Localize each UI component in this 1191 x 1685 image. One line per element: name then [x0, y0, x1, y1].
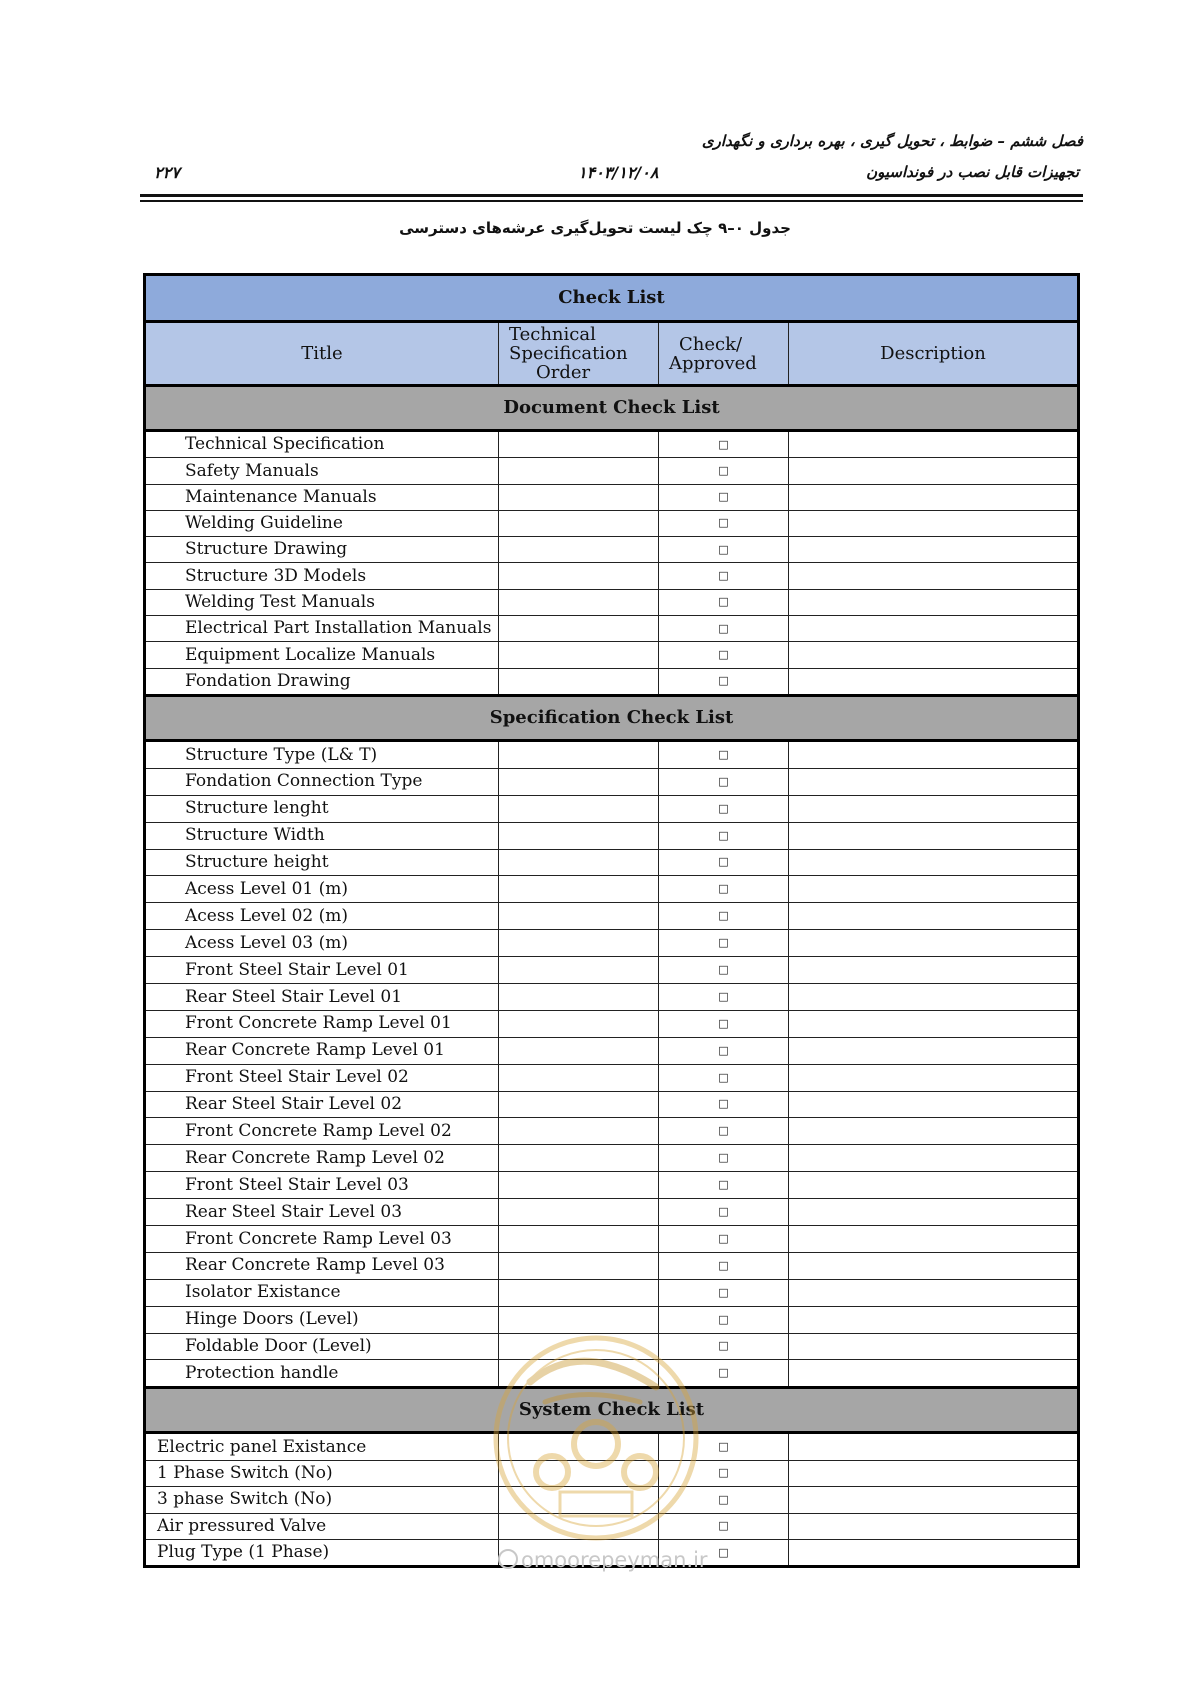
description-cell[interactable]	[789, 1306, 1079, 1333]
checklist-row	[145, 1010, 1079, 1037]
checklist-row	[145, 589, 1079, 615]
item-title: Structure Type (L& T)	[145, 740, 499, 768]
description-cell[interactable]	[789, 1010, 1079, 1037]
checklist-row	[145, 563, 1079, 589]
technical-spec-cell[interactable]	[499, 589, 659, 615]
description-cell[interactable]	[789, 1460, 1079, 1486]
approved-checkbox[interactable]: □	[659, 1513, 789, 1539]
approved-checkbox[interactable]: □	[659, 616, 789, 642]
approved-checkbox[interactable]: □	[659, 537, 789, 563]
approved-checkbox[interactable]: □	[659, 876, 789, 903]
approved-checkbox[interactable]: □	[659, 1010, 789, 1037]
description-cell[interactable]	[789, 1279, 1079, 1306]
description-cell[interactable]	[789, 563, 1079, 589]
approved-checkbox[interactable]: □	[659, 510, 789, 536]
item-title: Foldable Door (Level)	[145, 1333, 499, 1360]
description-cell[interactable]	[789, 930, 1079, 957]
checklist-row	[145, 768, 1079, 795]
watermark-text: omoorepeyman.ir	[521, 1548, 708, 1572]
column-header-technical-line: Specification	[509, 343, 628, 364]
technical-spec-cell[interactable]	[499, 484, 659, 510]
checklist-row	[145, 537, 1079, 563]
description-cell[interactable]	[789, 1199, 1079, 1226]
approved-checkbox[interactable]: □	[659, 1306, 789, 1333]
checklist-row	[145, 458, 1079, 484]
technical-spec-cell[interactable]	[499, 1460, 659, 1486]
item-title: Electric panel Existance	[145, 1433, 499, 1460]
technical-spec-cell[interactable]	[499, 1145, 659, 1172]
item-title: Maintenance Manuals	[145, 484, 499, 510]
item-title: Rear Steel Stair Level 03	[145, 1199, 499, 1226]
book-title: تجهیزات قابل نصب در فونداسیون	[866, 163, 1079, 181]
technical-spec-cell[interactable]	[499, 1487, 659, 1513]
section-title: Specification Check List	[145, 695, 1079, 740]
approved-checkbox[interactable]: □	[659, 1252, 789, 1279]
item-title: Plug Type (1 Phase)	[145, 1539, 499, 1566]
technical-spec-cell[interactable]	[499, 768, 659, 795]
technical-spec-cell[interactable]	[499, 983, 659, 1010]
column-header-title: Title	[145, 322, 499, 386]
technical-spec-cell[interactable]	[499, 1306, 659, 1333]
technical-spec-cell[interactable]	[499, 1118, 659, 1145]
checklist-row	[145, 431, 1079, 458]
item-title: Front Concrete Ramp Level 02	[145, 1118, 499, 1145]
item-title: Rear Concrete Ramp Level 01	[145, 1037, 499, 1064]
technical-spec-cell[interactable]	[499, 537, 659, 563]
technical-spec-cell[interactable]	[499, 616, 659, 642]
checklist-row	[145, 1037, 1079, 1064]
technical-spec-cell[interactable]	[499, 957, 659, 984]
item-title: Front Steel Stair Level 03	[145, 1172, 499, 1199]
description-cell[interactable]	[789, 458, 1079, 484]
chapter-title: فصل ششم – ضوابط ، تحویل گیری ، بهره برداری و نگهداری	[701, 132, 1083, 150]
checklist-row	[145, 983, 1079, 1010]
technical-spec-cell[interactable]	[499, 563, 659, 589]
checklist-row	[145, 1433, 1079, 1460]
document-date: ۱۴۰۳/۱۲/۰۸	[578, 163, 659, 182]
description-cell[interactable]	[789, 983, 1079, 1010]
approved-checkbox[interactable]: □	[659, 563, 789, 589]
approved-checkbox[interactable]: □	[659, 1064, 789, 1091]
approved-checkbox[interactable]: □	[659, 903, 789, 930]
technical-spec-cell[interactable]	[499, 1279, 659, 1306]
description-cell[interactable]	[789, 1487, 1079, 1513]
checklist-row	[145, 1172, 1079, 1199]
approved-checkbox[interactable]: □	[659, 930, 789, 957]
item-title: 3 phase Switch (No)	[145, 1487, 499, 1513]
description-cell[interactable]	[789, 1252, 1079, 1279]
item-title: Safety Manuals	[145, 458, 499, 484]
checklist-row	[145, 849, 1079, 876]
item-title: Welding Guideline	[145, 510, 499, 536]
checklist-row	[145, 1091, 1079, 1118]
checklist-row	[145, 1118, 1079, 1145]
item-title: Structure Drawing	[145, 537, 499, 563]
globe-icon	[498, 1549, 518, 1569]
checklist-row	[145, 930, 1079, 957]
item-title: Equipment Localize Manuals	[145, 642, 499, 668]
description-cell[interactable]	[789, 1360, 1079, 1388]
description-cell[interactable]	[789, 1145, 1079, 1172]
checklist-row	[145, 1513, 1079, 1539]
checklist-row	[145, 1460, 1079, 1486]
technical-spec-cell[interactable]	[499, 1333, 659, 1360]
approved-checkbox[interactable]: □	[659, 849, 789, 876]
technical-spec-cell[interactable]	[499, 458, 659, 484]
item-title: Front Steel Stair Level 01	[145, 957, 499, 984]
checklist-row	[145, 876, 1079, 903]
description-cell[interactable]	[789, 668, 1079, 695]
checklist-row	[145, 1360, 1079, 1388]
approved-checkbox[interactable]: □	[659, 1539, 789, 1566]
table-title: Check List	[145, 275, 1079, 322]
technical-spec-cell[interactable]	[499, 876, 659, 903]
checklist-row	[145, 822, 1079, 849]
approved-checkbox[interactable]: □	[659, 668, 789, 695]
header-rule-thick	[140, 194, 1083, 197]
item-title: Isolator Existance	[145, 1279, 499, 1306]
watermark	[498, 1548, 708, 1572]
description-cell[interactable]	[789, 510, 1079, 536]
approved-checkbox[interactable]: □	[659, 983, 789, 1010]
header-rule-thin	[140, 200, 1083, 202]
section-row	[145, 695, 1079, 740]
description-cell[interactable]	[789, 589, 1079, 615]
checklist-row	[145, 1252, 1079, 1279]
technical-spec-cell[interactable]	[499, 1010, 659, 1037]
checklist-row	[145, 668, 1079, 695]
item-title: Front Steel Stair Level 02	[145, 1064, 499, 1091]
item-title: Hinge Doors (Level)	[145, 1306, 499, 1333]
item-title: Rear Steel Stair Level 02	[145, 1091, 499, 1118]
technical-spec-cell[interactable]	[499, 930, 659, 957]
checklist-row	[145, 1306, 1079, 1333]
item-title: Welding Test Manuals	[145, 589, 499, 615]
approved-checkbox[interactable]: □	[659, 458, 789, 484]
technical-spec-cell[interactable]	[499, 1064, 659, 1091]
checklist-row	[145, 616, 1079, 642]
description-cell[interactable]	[789, 1333, 1079, 1360]
item-title: Structure height	[145, 849, 499, 876]
approved-checkbox[interactable]: □	[659, 1037, 789, 1064]
table-title-row	[145, 275, 1079, 322]
description-cell[interactable]	[789, 740, 1079, 768]
description-cell[interactable]	[789, 642, 1079, 668]
approved-checkbox[interactable]: □	[659, 1172, 789, 1199]
approved-checkbox[interactable]: □	[659, 795, 789, 822]
section-row	[145, 1388, 1079, 1433]
technical-spec-cell[interactable]	[499, 1037, 659, 1064]
technical-spec-cell[interactable]	[499, 431, 659, 458]
description-cell[interactable]	[789, 1118, 1079, 1145]
technical-spec-cell[interactable]	[499, 1199, 659, 1226]
item-title: Acess Level 02 (m)	[145, 903, 499, 930]
description-cell[interactable]	[789, 876, 1079, 903]
item-title: Electrical Part Installation Manuals	[145, 616, 499, 642]
technical-spec-cell[interactable]	[499, 1513, 659, 1539]
description-cell[interactable]	[789, 768, 1079, 795]
checklist-row	[145, 484, 1079, 510]
description-cell[interactable]	[789, 1037, 1079, 1064]
column-header-check-line: Check/	[679, 333, 743, 355]
item-title: Technical Specification	[145, 431, 499, 458]
approved-checkbox[interactable]: □	[659, 1360, 789, 1388]
checklist-row	[145, 1487, 1079, 1513]
technical-spec-cell[interactable]	[499, 1226, 659, 1253]
approved-checkbox[interactable]: □	[659, 1199, 789, 1226]
technical-spec-cell[interactable]	[499, 1091, 659, 1118]
technical-spec-cell[interactable]	[499, 1252, 659, 1279]
column-header-technical-line: Order	[536, 362, 591, 383]
approved-checkbox[interactable]: □	[659, 1226, 789, 1253]
technical-spec-cell[interactable]	[499, 795, 659, 822]
table-caption: جدول ۰–۹ چک لیست تحویل‌گیری عرشه‌های دسترسی	[399, 219, 791, 237]
description-cell[interactable]	[789, 1226, 1079, 1253]
technical-spec-cell[interactable]	[499, 1360, 659, 1388]
column-header-technical-line: Technical	[509, 324, 596, 345]
section-row	[145, 386, 1079, 431]
approved-checkbox[interactable]: □	[659, 957, 789, 984]
item-title: Air pressured Valve	[145, 1513, 499, 1539]
approved-checkbox[interactable]: □	[659, 1091, 789, 1118]
checklist-row	[145, 795, 1079, 822]
description-cell[interactable]	[789, 903, 1079, 930]
item-title: Acess Level 01 (m)	[145, 876, 499, 903]
approved-checkbox[interactable]: □	[659, 1118, 789, 1145]
description-cell[interactable]	[789, 484, 1079, 510]
description-cell[interactable]	[789, 1539, 1079, 1566]
approved-checkbox[interactable]: □	[659, 1279, 789, 1306]
item-title: Structure 3D Models	[145, 563, 499, 589]
checklist-row	[145, 1333, 1079, 1360]
technical-spec-cell[interactable]	[499, 740, 659, 768]
technical-spec-cell[interactable]	[499, 903, 659, 930]
approved-checkbox[interactable]: □	[659, 1433, 789, 1460]
section-title: System Check List	[145, 1388, 1079, 1433]
item-title: 1 Phase Switch (No)	[145, 1460, 499, 1486]
approved-checkbox[interactable]: □	[659, 1145, 789, 1172]
item-title: Acess Level 03 (m)	[145, 930, 499, 957]
item-title: Fondation Drawing	[145, 668, 499, 695]
technical-spec-cell[interactable]	[499, 1433, 659, 1460]
checklist-row	[145, 957, 1079, 984]
column-header-check	[659, 322, 789, 386]
checklist-row	[145, 1199, 1079, 1226]
description-cell[interactable]	[789, 1064, 1079, 1091]
item-title: Rear Concrete Ramp Level 03	[145, 1252, 499, 1279]
item-title: Protection handle	[145, 1360, 499, 1388]
description-cell[interactable]	[789, 1172, 1079, 1199]
technical-spec-cell[interactable]	[499, 510, 659, 536]
approved-checkbox[interactable]: □	[659, 740, 789, 768]
column-header-description: Description	[789, 322, 1079, 386]
technical-spec-cell[interactable]	[499, 1172, 659, 1199]
approved-checkbox[interactable]: □	[659, 484, 789, 510]
page-number: ۲۲۷	[154, 163, 180, 182]
section-title: Document Check List	[145, 386, 1079, 431]
item-title: Structure Width	[145, 822, 499, 849]
description-cell[interactable]	[789, 957, 1079, 984]
column-header-technical	[499, 322, 659, 386]
approved-checkbox[interactable]: □	[659, 1487, 789, 1513]
technical-spec-cell[interactable]	[499, 822, 659, 849]
approved-checkbox[interactable]: □	[659, 1333, 789, 1360]
approved-checkbox[interactable]: □	[659, 431, 789, 458]
approved-checkbox[interactable]: □	[659, 768, 789, 795]
approved-checkbox[interactable]: □	[659, 642, 789, 668]
item-title: Rear Steel Stair Level 01	[145, 983, 499, 1010]
checklist-row	[145, 1145, 1079, 1172]
checklist-row	[145, 510, 1079, 536]
description-cell[interactable]	[789, 1513, 1079, 1539]
description-cell[interactable]	[789, 1091, 1079, 1118]
item-title: Rear Concrete Ramp Level 02	[145, 1145, 499, 1172]
checklist-row	[145, 1226, 1079, 1253]
technical-spec-cell[interactable]	[499, 849, 659, 876]
column-header-check-line: Approved	[669, 352, 757, 374]
description-cell[interactable]	[789, 1433, 1079, 1460]
approved-checkbox[interactable]: □	[659, 1460, 789, 1486]
item-title: Structure lenght	[145, 795, 499, 822]
approved-checkbox[interactable]: □	[659, 589, 789, 615]
description-cell[interactable]	[789, 822, 1079, 849]
description-cell[interactable]	[789, 616, 1079, 642]
description-cell[interactable]	[789, 795, 1079, 822]
description-cell[interactable]	[789, 431, 1079, 458]
checklist-row	[145, 1064, 1079, 1091]
checklist-table	[143, 273, 1080, 1568]
checklist-row	[145, 1279, 1079, 1306]
technical-spec-cell[interactable]	[499, 642, 659, 668]
checklist-row	[145, 740, 1079, 768]
item-title: Front Concrete Ramp Level 01	[145, 1010, 499, 1037]
technical-spec-cell[interactable]	[499, 668, 659, 695]
checklist-row	[145, 642, 1079, 668]
approved-checkbox[interactable]: □	[659, 822, 789, 849]
checklist-row	[145, 903, 1079, 930]
description-cell[interactable]	[789, 537, 1079, 563]
description-cell[interactable]	[789, 849, 1079, 876]
item-title: Fondation Connection Type	[145, 768, 499, 795]
item-title: Front Concrete Ramp Level 03	[145, 1226, 499, 1253]
column-header-row	[145, 322, 1079, 386]
